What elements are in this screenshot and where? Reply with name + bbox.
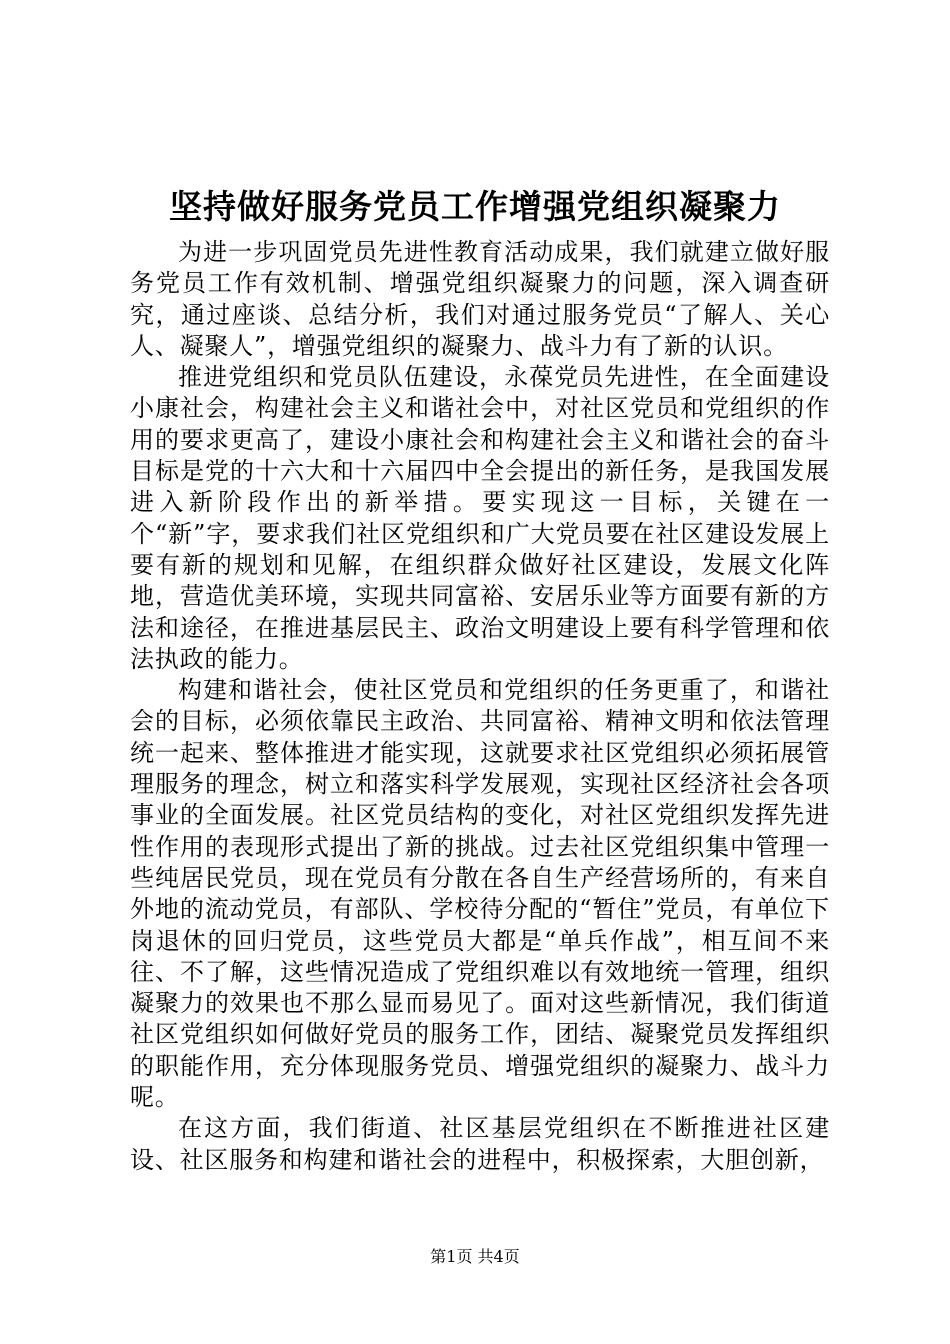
paragraph-1: 为进一步巩固党员先进性教育活动成果，我们就建立做好服务党员工作有效机制、增强党组织凝聚力的问题，深入调查研究，通过座谈、总结分析，我们对通过服务党员“了解人、关心人、凝聚人”，增强党组织的凝聚力、战斗力有了新的认识。 [130,238,830,360]
paragraph-4: 在这方面，我们街道、社区基层党组织在不断推进社区建设、社区服务和构建和谐社会的进程中，积极探索，大胆创新， [130,1114,830,1174]
paragraph-2: 推进党组织和党员队伍建设，永葆党员先进性，在全面建设小康社会，构建社会主义和谐社会中，对社区党员和党组织的作用的要求更高了，建设小康社会和构建社会主义和谐社会的奋斗目标是党的十六大和十六届四中全会提出的新任务，是我国发展进入新阶段作出的新举措。要实现这一目标，关键在一个“新”字，要求我们社区党组织和广大党员要在社区建设发展上要有新的规划和见解，在组织群众做好社区建设，发展文化阵地，营造优美环境，实现共同富裕、安居乐业等方面要有新的方法和途径，在推进基层民主、政治文明建设上要有科学管理和依法执政的能力。 [130,363,830,673]
document-title: 坚持做好服务党员工作增强党组织凝聚力 [169,187,781,226]
page-footer: 第1页 共4页 [430,1247,520,1266]
paragraph-3: 构建和谐社会，使社区党员和党组织的任务更重了，和谐社会的目标，必须依靠民主政治、共同富裕、精神文明和依法管理统一起来、整体推进才能实现，这就要求社区党组织必须拓展管理服务的理念，树立和落实科学发展观，实现社区经济社会各项事业的全面发展。社区党员结构的变化，对社区党组织发挥先进性作用的表现形式提出了新的挑战。过去社区党组织集中管理一些纯居民党员，现在党员有分散在各自生产经营场所的，有来自外地的流动党员，有部队、学校待分配的“暂住”党员，有单位下岗退休的回归党员，这些党员大都是“单兵作战”，相互间不来往、不了解，这些情况造成了党组织难以有效地统一管理，组织凝聚力的效果也不那么显而易见了。面对这些新情况，我们街道社区党组织如何做好党员的服务工作，团结、凝聚党员发挥组织的职能作用，充分体现服务党员、增强党组织的凝聚力、战斗力呢。 [130,676,830,1112]
document-body [130,237,830,1176]
